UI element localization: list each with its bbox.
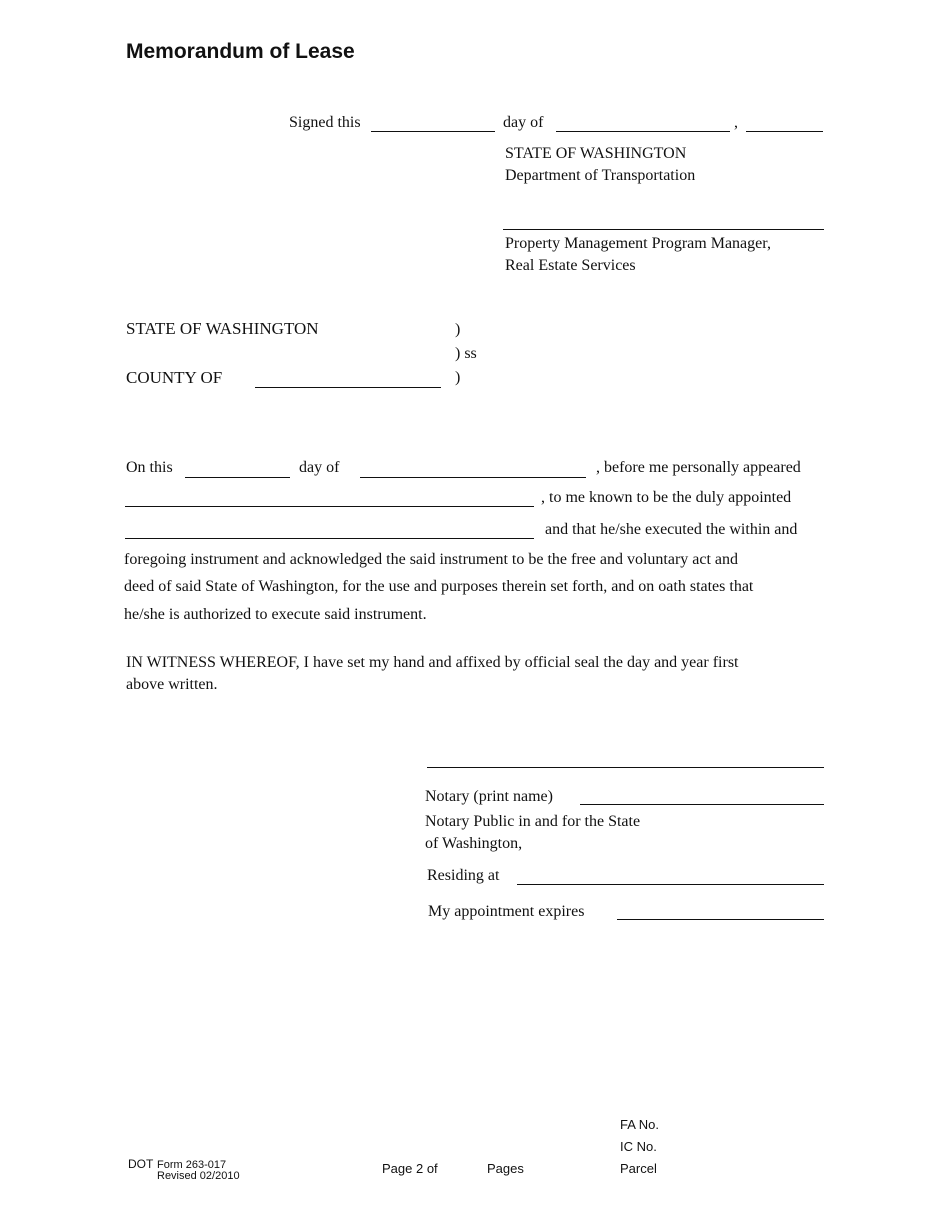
signature-line[interactable]	[503, 229, 824, 230]
venue-ss: ) ss	[455, 345, 477, 362]
venue-paren-bottom: )	[455, 369, 461, 386]
notary-appointment-label: My appointment expires	[428, 903, 585, 920]
witness-line-2: above written.	[126, 676, 218, 693]
signed-day-field[interactable]	[371, 131, 495, 132]
signer-division: Real Estate Services	[505, 257, 636, 274]
ack-day-of-label: day of	[299, 459, 340, 476]
footer-ic-no: IC No.	[620, 1139, 657, 1154]
notary-appointment-field[interactable]	[617, 919, 824, 920]
venue-county-label: COUNTY OF	[126, 368, 223, 387]
notary-residing-label: Residing at	[427, 867, 500, 884]
ack-body-line-6: he/she is authorized to execute said instrument.	[124, 606, 427, 623]
signer-title: Property Management Program Manager,	[505, 235, 771, 252]
ack-body-line-4: foregoing instrument and acknowledged the said instrument to be the free and voluntary act and	[124, 551, 739, 568]
signed-year-field[interactable]	[746, 131, 823, 132]
venue-state: STATE OF WASHINGTON	[126, 319, 319, 338]
notary-signature-line[interactable]	[427, 767, 824, 768]
ack-title-field[interactable]	[125, 538, 534, 539]
agency-state: STATE OF WASHINGTON	[505, 145, 687, 162]
notary-residing-field[interactable]	[517, 884, 824, 885]
venue-paren-top: )	[455, 321, 461, 338]
ack-executed: and that he/she executed the within and	[545, 521, 798, 538]
page-title: Memorandum of Lease	[126, 40, 355, 63]
notary-public-line-2: of Washington,	[425, 835, 523, 852]
ack-on-this-label: On this	[126, 459, 173, 476]
notary-print-name-field[interactable]	[580, 804, 824, 805]
footer-pages: Pages	[487, 1161, 524, 1176]
ack-known-as: , to me known to be the duly appointed	[541, 489, 792, 506]
footer-parcel: Parcel	[620, 1161, 657, 1176]
footer-form-prefix: DOT	[128, 1157, 154, 1171]
signed-day-of-label: day of	[503, 114, 544, 131]
footer-revised: Revised 02/2010	[157, 1170, 240, 1182]
ack-body-line-5: deed of said State of Washington, for the use and purposes therein set forth, and on oath states that	[124, 578, 754, 595]
notary-public-line-1: Notary Public in and for the State	[425, 813, 641, 830]
agency-department: Department of Transportation	[505, 167, 696, 184]
signed-comma: ,	[734, 114, 738, 131]
ack-day-field[interactable]	[185, 477, 290, 478]
county-field[interactable]	[255, 387, 441, 388]
ack-month-field[interactable]	[360, 477, 586, 478]
witness-line-1: IN WITNESS WHEREOF, I have set my hand and affixed by official seal the day and year first	[126, 654, 739, 671]
ack-before-me: , before me personally appeared	[596, 459, 801, 476]
footer-page-of: Page 2 of	[382, 1161, 438, 1176]
footer-fa-no: FA No.	[620, 1117, 660, 1132]
notary-print-name-label: Notary (print name)	[425, 788, 553, 805]
ack-name-field[interactable]	[125, 506, 534, 507]
signed-month-field[interactable]	[556, 131, 730, 132]
footer-form-number: Form 263-017	[157, 1159, 227, 1171]
signed-this-label: Signed this	[289, 114, 361, 131]
